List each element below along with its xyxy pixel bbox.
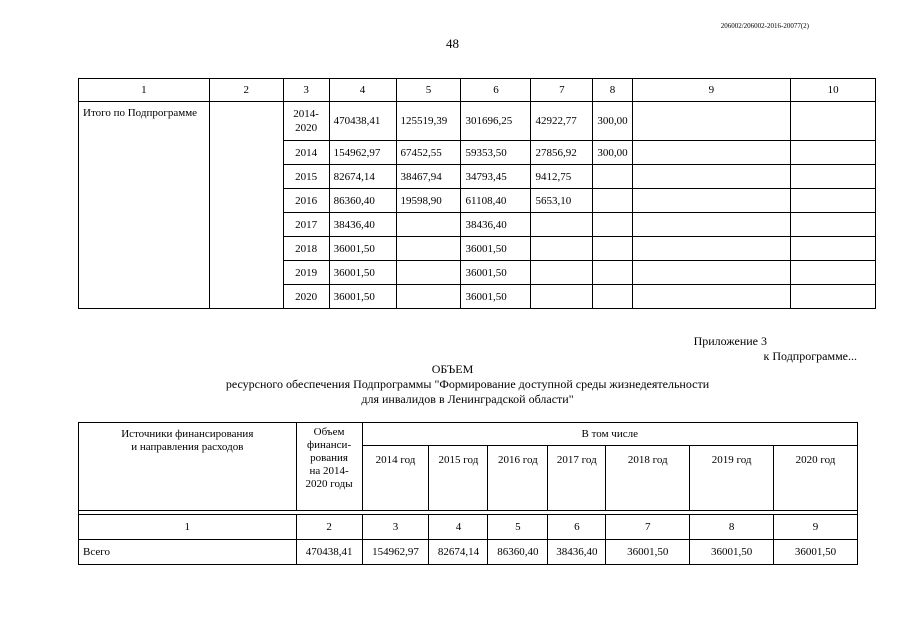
value-cell: 42922,77 [531, 102, 593, 141]
value-cell [593, 237, 632, 261]
table-cell [632, 141, 791, 165]
value-cell: 82674,14 [429, 540, 488, 565]
row-label: Всего [79, 540, 297, 565]
value-cell [396, 237, 461, 261]
value-cell: 300,00 [593, 141, 632, 165]
value-cell: 154962,97 [362, 540, 429, 565]
value-cell: 38467,94 [396, 165, 461, 189]
value-cell: 36001,50 [461, 261, 531, 285]
value-cell [531, 213, 593, 237]
column-header: 10 [791, 79, 876, 102]
column-number: 1 [79, 515, 297, 540]
table-header-row [79, 79, 876, 102]
value-cell: 36001,50 [774, 540, 858, 565]
header-funding-volume: Объем финанси- рования на 2014- 2020 годы [296, 423, 362, 511]
value-cell: 36001,50 [461, 237, 531, 261]
value-cell [531, 261, 593, 285]
value-cell: 300,00 [593, 102, 632, 141]
value-cell: 36001,50 [606, 540, 690, 565]
column-header: 2 [209, 79, 283, 102]
table-cell [791, 285, 876, 309]
year-cell: 2018 [283, 237, 329, 261]
table-cell [209, 102, 283, 309]
row-label: Итого по Подпрограмме [79, 102, 210, 309]
value-cell [593, 261, 632, 285]
value-cell [593, 165, 632, 189]
value-cell [531, 285, 593, 309]
year-header: 2015 год [429, 446, 488, 511]
table-cell [632, 285, 791, 309]
table-cell [791, 189, 876, 213]
column-number: 3 [362, 515, 429, 540]
value-cell: 38436,40 [329, 213, 396, 237]
appendix-label: Приложение 3 [693, 334, 767, 348]
page-number: 48 [446, 36, 459, 51]
document-id: 206002/206002-2016-20077(2) [720, 22, 809, 30]
year-header: 2020 год [774, 446, 858, 511]
value-cell: 5653,10 [531, 189, 593, 213]
subtitle-line-1: ресурсного обеспечения Подпрограммы "Формирование доступной среды жизнедеятельности [225, 377, 710, 391]
header-funding-sources: Источники финансирования и направления расходов [79, 423, 297, 511]
value-cell: 470438,41 [296, 540, 362, 565]
column-header: 3 [283, 79, 329, 102]
column-numbers-row [79, 515, 858, 540]
year-header: 2017 год [548, 446, 606, 511]
year-cell: 2017 [283, 213, 329, 237]
table-cell [632, 261, 791, 285]
value-cell: 470438,41 [329, 102, 396, 141]
table-cell [791, 165, 876, 189]
table-cell [791, 237, 876, 261]
column-number: 8 [690, 515, 774, 540]
section-title: ОБЪЕМ [431, 362, 474, 376]
column-header: 6 [461, 79, 531, 102]
table-cell [632, 189, 791, 213]
table-cell [791, 213, 876, 237]
value-cell [396, 213, 461, 237]
value-cell: 9412,75 [531, 165, 593, 189]
value-cell: 67452,55 [396, 141, 461, 165]
year-header: 2019 год [690, 446, 774, 511]
column-header: 9 [632, 79, 791, 102]
column-header: 1 [79, 79, 210, 102]
column-header: 8 [593, 79, 632, 102]
table-cell [632, 102, 791, 141]
table-cell [632, 237, 791, 261]
year-header: 2014 год [362, 446, 429, 511]
column-number: 7 [606, 515, 690, 540]
value-cell: 61108,40 [461, 189, 531, 213]
value-cell: 154962,97 [329, 141, 396, 165]
table-cell [632, 165, 791, 189]
value-cell: 86360,40 [488, 540, 548, 565]
column-number: 2 [296, 515, 362, 540]
value-cell: 19598,90 [396, 189, 461, 213]
table-cell [791, 102, 876, 141]
value-cell: 86360,40 [329, 189, 396, 213]
column-number: 9 [774, 515, 858, 540]
year-cell: 2015 [283, 165, 329, 189]
value-cell: 82674,14 [329, 165, 396, 189]
value-cell [396, 261, 461, 285]
table-cell [632, 213, 791, 237]
value-cell: 36001,50 [329, 285, 396, 309]
value-cell: 27856,92 [531, 141, 593, 165]
column-header: 5 [396, 79, 461, 102]
value-cell [531, 237, 593, 261]
funding-table [78, 422, 858, 565]
value-cell: 36001,50 [461, 285, 531, 309]
year-cell: 2020 [283, 285, 329, 309]
value-cell: 36001,50 [690, 540, 774, 565]
value-cell: 59353,50 [461, 141, 531, 165]
value-cell: 38436,40 [548, 540, 606, 565]
column-header: 4 [329, 79, 396, 102]
column-header: 7 [531, 79, 593, 102]
appendix-reference: к Подпрограмме... [763, 349, 857, 363]
subtitle-line-2: для инвалидов в Ленинградской области" [361, 392, 574, 406]
year-cell: 2014- 2020 [283, 102, 329, 141]
value-cell: 301696,25 [461, 102, 531, 141]
value-cell [593, 189, 632, 213]
year-cell: 2016 [283, 189, 329, 213]
section-subtitle [0, 377, 905, 407]
value-cell: 34793,45 [461, 165, 531, 189]
value-cell [593, 285, 632, 309]
year-header: 2018 год [606, 446, 690, 511]
column-number: 4 [429, 515, 488, 540]
table-cell [791, 141, 876, 165]
table-cell [791, 261, 876, 285]
value-cell [396, 285, 461, 309]
subprogram-summary-table [78, 78, 876, 309]
header-including: В том числе [362, 423, 857, 446]
value-cell: 36001,50 [329, 237, 396, 261]
value-cell [593, 213, 632, 237]
year-header: 2016 год [488, 446, 548, 511]
year-cell: 2014 [283, 141, 329, 165]
total-row [79, 540, 858, 565]
year-cell: 2019 [283, 261, 329, 285]
column-number: 6 [548, 515, 606, 540]
value-cell: 36001,50 [329, 261, 396, 285]
column-number: 5 [488, 515, 548, 540]
value-cell: 38436,40 [461, 213, 531, 237]
table-row [79, 102, 876, 141]
value-cell: 125519,39 [396, 102, 461, 141]
